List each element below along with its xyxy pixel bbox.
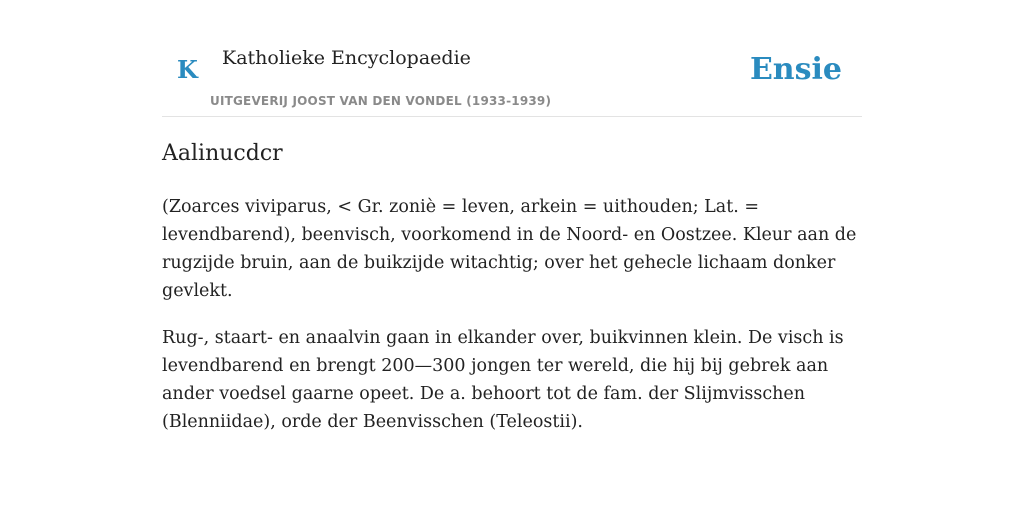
article-paragraph: Rug-, staart- en anaalvin gaan in elkander over, buikvinnen klein. De visch is levendbarend en brengt 200—300 jongen ter wereld, die hij bij gebrek aan ander voedsel gaarne opeet. De a. behoort tot de fam. der Slijmvisschen (Blenniidae), orde der Beenvisschen (Teleostii). — [162, 328, 844, 432]
article-title: Aalinucdcr — [162, 141, 283, 166]
article-body — [162, 193, 862, 436]
article — [162, 138, 862, 436]
article-paragraph: (Zoarces viviparus, < Gr. zoniè = leven, arkein = uithouden; Lat. = levendbarend), beenvisch, voorkomend in de Noord- en Oostzee. Kleur aan de rugzijde bruin, aan de buikzijde witachtig; over het gehecle lichaam donker gevlekt. — [162, 197, 857, 301]
site-header — [162, 0, 862, 117]
publisher-subtitle: UITGEVERIJ JOOST VAN DEN VONDEL (1933-1939) — [210, 94, 552, 108]
encyclopedia-title-link[interactable]: Katholieke Encyclopaedie — [222, 47, 471, 69]
ensie-brand-logo[interactable]: Ensie — [749, 52, 842, 87]
encyclopedia-logo[interactable]: K — [177, 55, 198, 84]
